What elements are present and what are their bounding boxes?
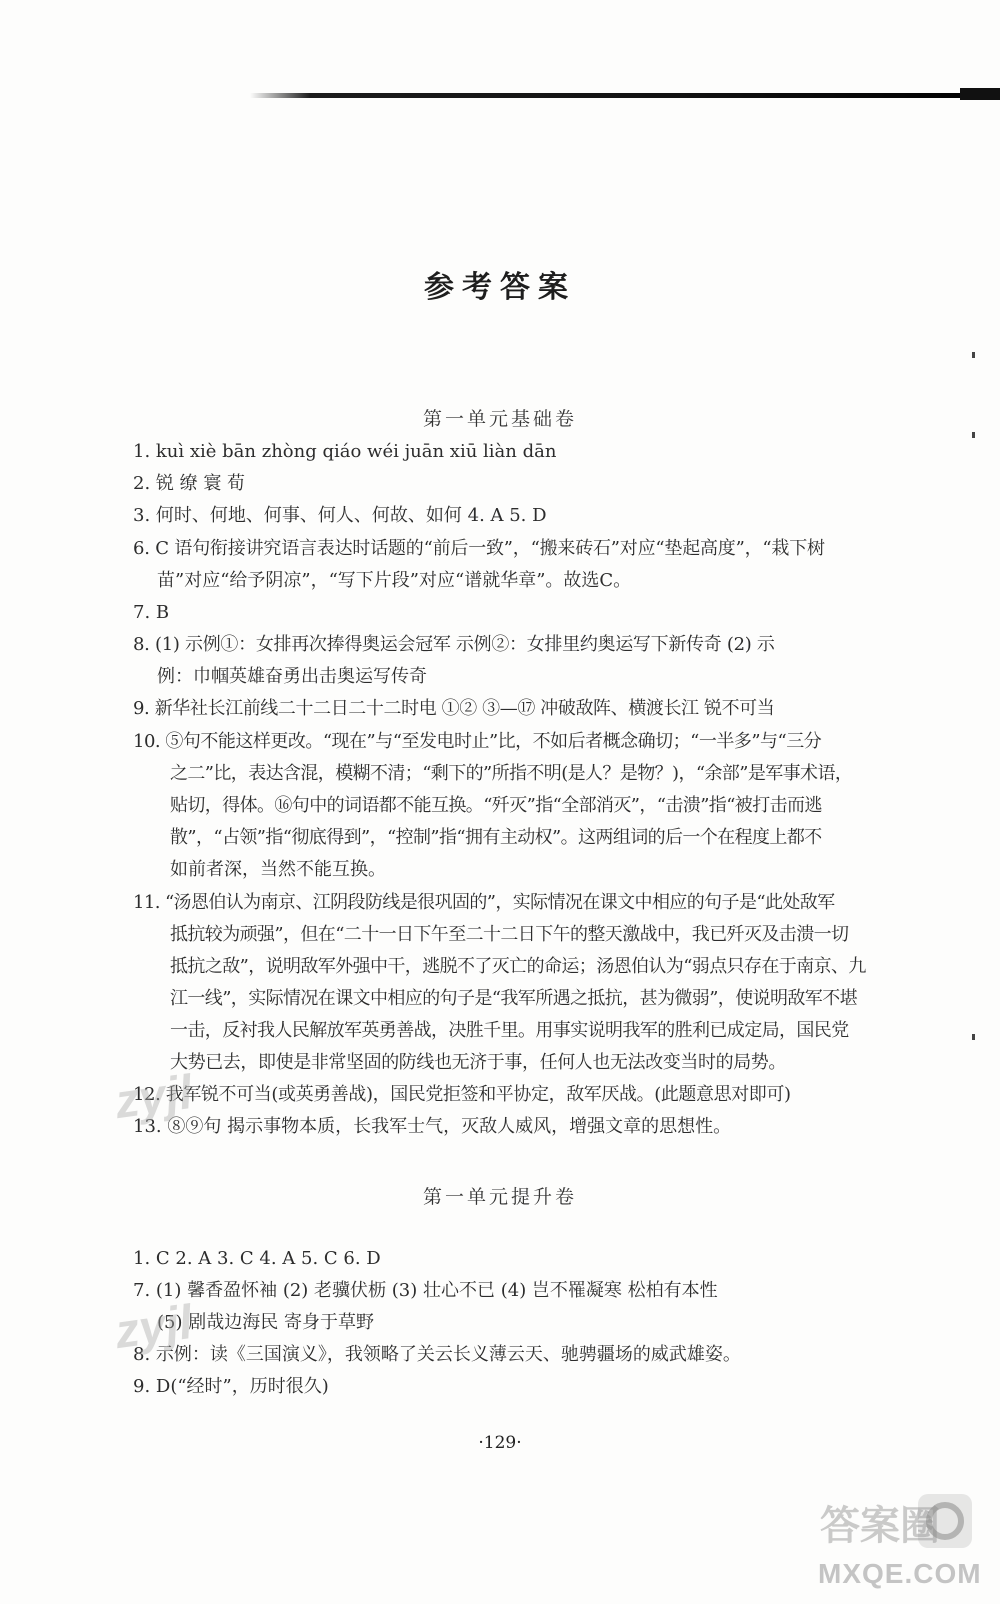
answer-line: 一击，反衬我人民解放军英勇善战，决胜千里。用事实说明我军的胜利已成定局，国民党 bbox=[170, 1020, 849, 1041]
answer-line: 抵抗较为顽强”，但在“二十一日下午至二十二日下午的整天激战中，我已歼灭及击溃一切 bbox=[170, 924, 849, 945]
answer-line: 8. (1) 示例①：女排再次捧得奥运会冠军 示例②：女排里约奥运写下新传奇 (2) 示 bbox=[133, 634, 775, 655]
section-heading-advanced: 第一单元提升卷 bbox=[422, 1186, 577, 1208]
answer-line: 9. D(“经时”，历时很久) bbox=[133, 1376, 329, 1397]
answer-line: 江一线”，实际情况在课文中相应的句子是“我军所遇之抵抗，甚为微弱”，使说明敌军不堪 bbox=[170, 988, 858, 1009]
answer-line: 抵抗之敌”，说明敌军外强中干，逃脱不了灭亡的命运；汤恩伯认为“弱点只存在于南京、九 bbox=[170, 956, 866, 977]
watermark-zyjl-bottom: zyjl bbox=[111, 1295, 196, 1360]
top-rule-end bbox=[960, 88, 1000, 100]
answer-line: 7. B bbox=[133, 602, 170, 623]
right-edge-mark bbox=[972, 1034, 975, 1040]
right-edge-mark bbox=[972, 352, 975, 358]
page-title: 参考答案 bbox=[424, 270, 576, 305]
answer-line: 6. C 语句衔接讲究语言表达时话题的“前后一致”，“搬来砖石”对应“垫起高度”，“栽下树 bbox=[133, 538, 825, 559]
answer-line: 1. C 2. A 3. C 4. A 5. C 6. D bbox=[133, 1248, 381, 1269]
answer-line: 8. 示例：读《三国演义》，我领略了关云长义薄云天、驰骋疆场的威武雄姿。 bbox=[133, 1344, 741, 1365]
watermark-site-text: MXQE.COM bbox=[818, 1558, 982, 1589]
answer-line: 13. ⑧⑨句 揭示事物本质，长我军士气，灭敌人威风，增强文章的思想性。 bbox=[133, 1116, 732, 1137]
answer-line: 散”，“占领”指“彻底得到”，“控制”指“拥有主动权”。这两组词的后一个在程度上都不 bbox=[170, 827, 822, 848]
answer-line: (5) 剧哉边海民 寄身于草野 bbox=[157, 1312, 374, 1333]
answer-line: 2. 锐 缭 寰 荀 bbox=[133, 473, 246, 494]
answer-line: 9. 新华社长江前线二十二日二十二时电 ①② ③—⑰ 冲破敌阵、横渡长江 锐不可当 bbox=[133, 698, 775, 719]
answer-line: 7. (1) 馨香盈怀袖 (2) 老骥伏枥 (3) 壮心不已 (4) 岂不罹凝寒 松柏有本性 bbox=[133, 1280, 718, 1301]
watermark-zyjl-top: zyjl bbox=[111, 1065, 196, 1130]
answer-line: 之二”比，表达含混，模糊不清；“剩下的”所指不明(是人？是物？)，“余部”是军事术语， bbox=[170, 763, 853, 784]
answer-line: 12. 我军锐不可当(或英勇善战)，国民党拒签和平协定，敌军厌战。(此题意思对即可) bbox=[133, 1084, 791, 1105]
answer-line: 例：巾帼英雄奋勇出击奥运写传奇 bbox=[157, 666, 427, 687]
watermark-logo-text: 答案圈 bbox=[820, 1504, 940, 1548]
answer-line: 苗”对应“给予阴凉”，“写下片段”对应“谱就华章”。故选C。 bbox=[157, 570, 632, 591]
watermark-logo bbox=[818, 1488, 982, 1600]
page-number: ·129· bbox=[478, 1433, 522, 1453]
right-edge-mark bbox=[972, 432, 975, 438]
watermark-logo-icon bbox=[818, 1488, 978, 1600]
answer-line: 10. ⑤句不能这样更改。“现在”与“至发电时止”比，不如后者概念确切；“一半多”与“三分 bbox=[133, 731, 822, 752]
section-heading-basic: 第一单元基础卷 bbox=[422, 408, 577, 430]
answer-line: 1. kuì xiè bān zhòng qiáo wéi juān xiū liàn dān bbox=[133, 441, 557, 462]
answer-line: 贴切，得体。⑯句中的词语都不能互换。“歼灭”指“全部消灭”，“击溃”指“被打击而逃 bbox=[170, 795, 822, 816]
top-rule bbox=[250, 93, 1000, 98]
answer-line: 11. “汤恩伯认为南京、江阴段防线是很巩固的”，实际情况在课文中相应的句子是“此处敌军 bbox=[133, 892, 835, 913]
answer-line: 如前者深，当然不能互换。 bbox=[170, 859, 386, 880]
answer-line: 大势已去，即使是非常坚固的防线也无济于事，任何人也无法改变当时的局势。 bbox=[170, 1052, 786, 1073]
answer-line: 3. 何时、何地、何事、何人、何故、如何 4. A 5. D bbox=[133, 505, 547, 526]
